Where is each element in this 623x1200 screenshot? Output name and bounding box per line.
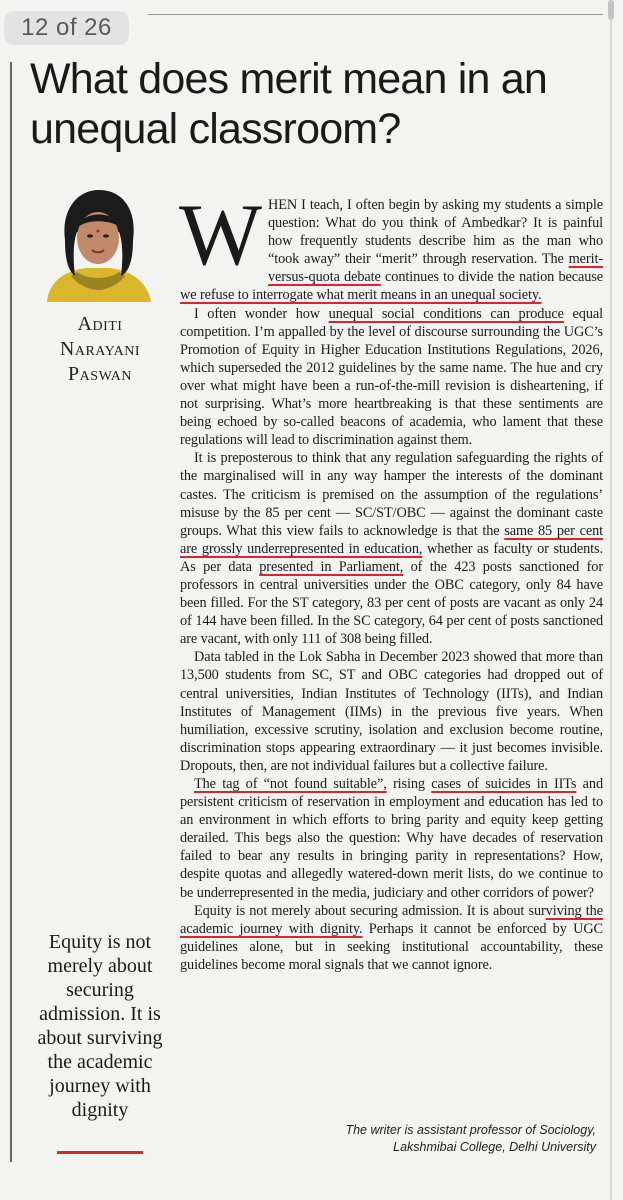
highlighted-phrase: merit-versus-quota debate — [267, 251, 603, 286]
text-run: Equity is not merely about securing admission. It is about sur — [194, 902, 546, 919]
text-run: whether as faculty or students. As per data — [180, 540, 603, 575]
author-portrait — [37, 180, 159, 302]
author-credit — [290, 1122, 596, 1156]
credit-line: The writer is assistant professor of Sociology, — [345, 1123, 596, 1137]
headline: What does merit mean in an unequal classroom? — [30, 55, 547, 153]
text-run: Perhaps it cannot be enforced by UGC guidelines alone, but in seeking institutional accountability, these guidelines become moral signals that we cannot ignore. — [180, 920, 603, 973]
highlighted-phrase: same 85 per cent are grossly underrepresented in education, — [180, 522, 603, 557]
page-counter-badge: 12 of 26 — [4, 11, 129, 45]
highlighted-phrase: we refuse to interrogate what merit means in an unequal society. — [180, 287, 542, 304]
text-run: It is preposterous to think that any regulation safeguarding the rights of the marginalised will in any way hamper the interests of the dominant castes. The criticism is premised on the assumption of the regulations’ misuse by the 85 per cent — SC/ST/OBC — against the dominant caste groups. What this view fails to acknowledge is that the — [180, 450, 603, 539]
text-run: and persistent criticism of reservation in employment and education has led to an environment in which efforts to bring parity and equity keep getting derailed. This begs also the question: Why have decades of reservation failed to bear any results in bringing parity in representations? How, despite quotas and allegedly watered-down merit lists, do we continue to be underrepresented in the media, judiciary and other corridors of power? — [180, 776, 604, 901]
article-paragraph — [179, 187, 604, 305]
highlighted-phrase: viving the academic journey with dignity. — [180, 902, 603, 937]
pull-quote-rule — [57, 1151, 143, 1154]
article-paragraph — [180, 775, 603, 902]
text-run: I often wonder how — [194, 305, 329, 322]
article-paragraph — [180, 449, 603, 648]
article-paragraph — [180, 902, 603, 974]
highlighted-phrase: presented in Parliament, — [259, 558, 404, 575]
pull-quote: Equity is not merely about securing admission. It is about surviving the academic journey with dignity — [37, 931, 163, 1121]
highlighted-phrase: cases of suicides in IITs — [431, 776, 577, 792]
text-run: equal competition. I’m appalled by the level of discourse surrounding the UGC’s Promotion of Equity in Higher Education Institutions Regulations, 2026, which superseded the 2012 guidelines by the same name. The hue and cry over what might have been a run-of-the-mill revision is disheartening, if not surprising. What’s more heartbreaking is that these sentiments are being echoed by so-called beacons of academia, who lament that these regulations will lead to discrimination against them. — [180, 305, 603, 449]
top-rule — [148, 14, 603, 15]
highlighted-phrase: unequal social conditions can produce — [328, 305, 564, 322]
left-column-rule — [10, 62, 12, 1162]
scrollbar-thumb[interactable] — [608, 0, 614, 20]
author-name-line: Narayani — [59, 338, 141, 360]
credit-line: Lakshmibai College, Delhi University — [393, 1140, 596, 1154]
text-run: of the 423 posts sanctioned for professors in central universities under the OBC category, only 84 have been filled. For the ST category, 83 per cent of posts are vacant as only 24 of 144 have been filled. In the SC category, 64 per cent of posts sanctioned are vacant, with only 111 of 308 being filled. — [180, 558, 603, 648]
scrollbar-track — [610, 0, 612, 1200]
text-run: HEN I teach, I often begin by asking my students a simple question: What do you think of Ambedkar? It is painful how frequently students describe him as the man who “took away” their “merit” through reservation. The — [267, 197, 603, 268]
article-paragraph: Data tabled in the Lok Sabha in December 2023 showed that more than 13,500 students from SC, ST and OBC categories had dropped out of central universities, Indian Institutes of Technology (IITs), and Indian Institutes of Management (IIMs) in the previous five years. When humiliation, excessive scrutiny, isolation and exclusion become routine, discrimination stops appearing extraordinary — it just becomes invisible. Dropouts, then, are not individual failures but a collective failure. — [180, 649, 603, 774]
text-run: continues to divide the nation because — [380, 269, 604, 286]
article-paragraph — [180, 305, 603, 450]
author-name-line: Aditi — [77, 313, 123, 335]
article-body — [179, 187, 604, 974]
author-name-line: Paswan — [68, 363, 132, 385]
text-run: rising — [386, 776, 432, 792]
highlighted-phrase: The tag of “not found suitable”, — [194, 776, 387, 792]
drop-cap: W — [179, 187, 262, 284]
author-name — [30, 312, 170, 387]
scrollbar[interactable] — [605, 0, 617, 1200]
